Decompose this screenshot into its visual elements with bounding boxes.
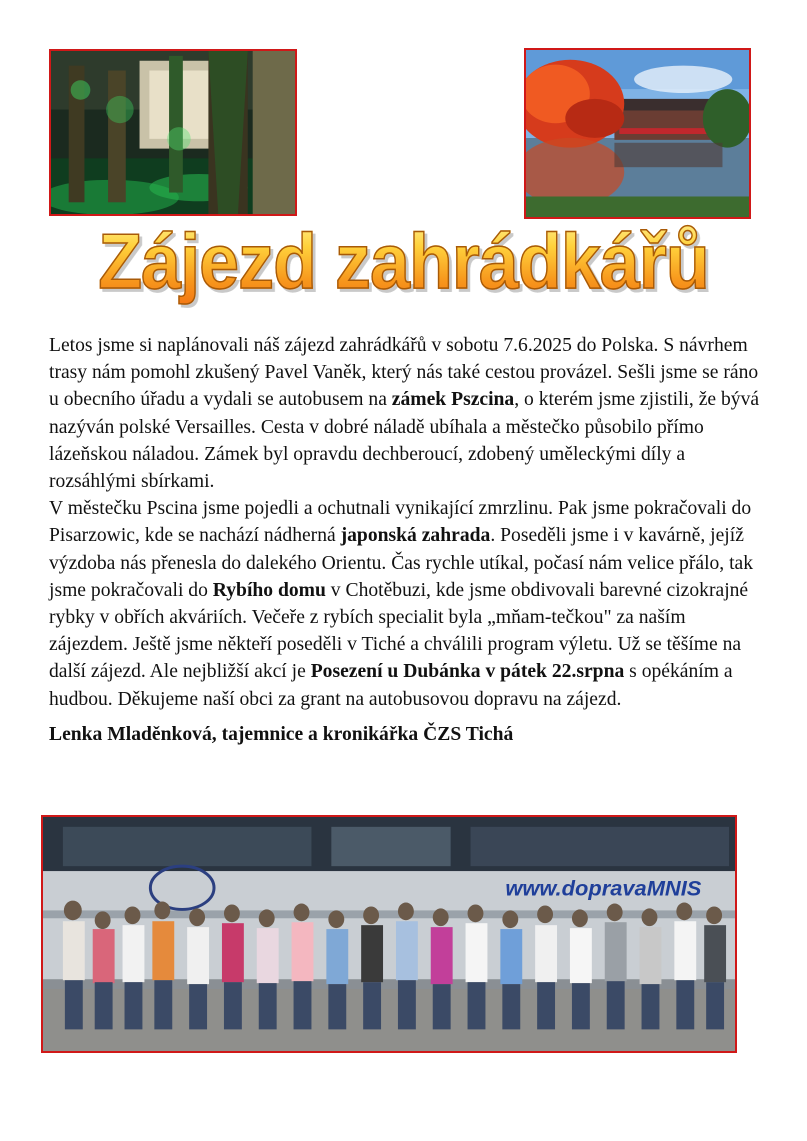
paragraph-2: V městečku Pscina jsme pojedli a ochutnali vynikající zmrzlinu. Pak jsme pokračovali do Pisarzowic, kde se nachází nádherná japonská zahrada. Poseděli jsme i v kavárně, jejíž výzdoba nás přenesla do dalekého Orientu. Čas rychle utíkal, počasí nám velice přálo, tak jsme pokračovali do Rybího domu v Chotěbuzi, kde jsme obdivovali barevné cizokrajné rybky v obřích akváriích. Večeře z rybích specialit byla „mňam-tečkou" za naším zájezdem. Ještě jsme někteří poseděli v Tiché a chválili program výletu. Už se těšíme na další zájezd. Ale nejbližší akcí je Posezení u Dubánka v pátek 22.srpna s opékáním a hudbou. Děkujeme naší obci za grant na autobusovou dopravu na zájezd.: [49, 498, 754, 710]
highlight-zamek: zámek Pszcina: [391, 389, 515, 411]
highlight-rybi-dum: Rybího domu: [212, 579, 326, 601]
article-body: [49, 332, 761, 748]
page-title: Zájezd zahrádkářů: [32, 211, 774, 311]
photo-japanese-garden: [524, 48, 751, 219]
highlight-posezeni: Posezení u Dubánka v pátek 22.srpna: [310, 661, 625, 683]
photo-interior-plants: [49, 49, 297, 216]
svg-text:www.dopravaMNIS: www.dopravaMNIS: [505, 875, 702, 901]
paragraph-1: Letos jsme si naplánovali náš zájezd zahrádkářů v sobotu 7.6.2025 do Polska. S návrhem trasy nám pomohl zkušený Pavel Vaněk, který nás také cestou provázel. Sešli jsme se ráno u obecního úřadu a vydali se autobusem na zámek Pszcina, o kterém jsme zjistili, že bývá nazýván polské Versailles. Cesta v dobré náladě ubíhala a městečko působilo přímo lázeňskou náladou. Zámek byl opravdu dechberoucí, zdobený uměleckými díly a rozsáhlými sbírkami.: [49, 335, 760, 493]
highlight-zahrada: japonská zahrada: [340, 525, 491, 547]
signature: Lenka Mladěnková, tajemnice a kronikářka ČZS Tichá: [49, 723, 514, 745]
photo-group-bus: [41, 815, 737, 1053]
